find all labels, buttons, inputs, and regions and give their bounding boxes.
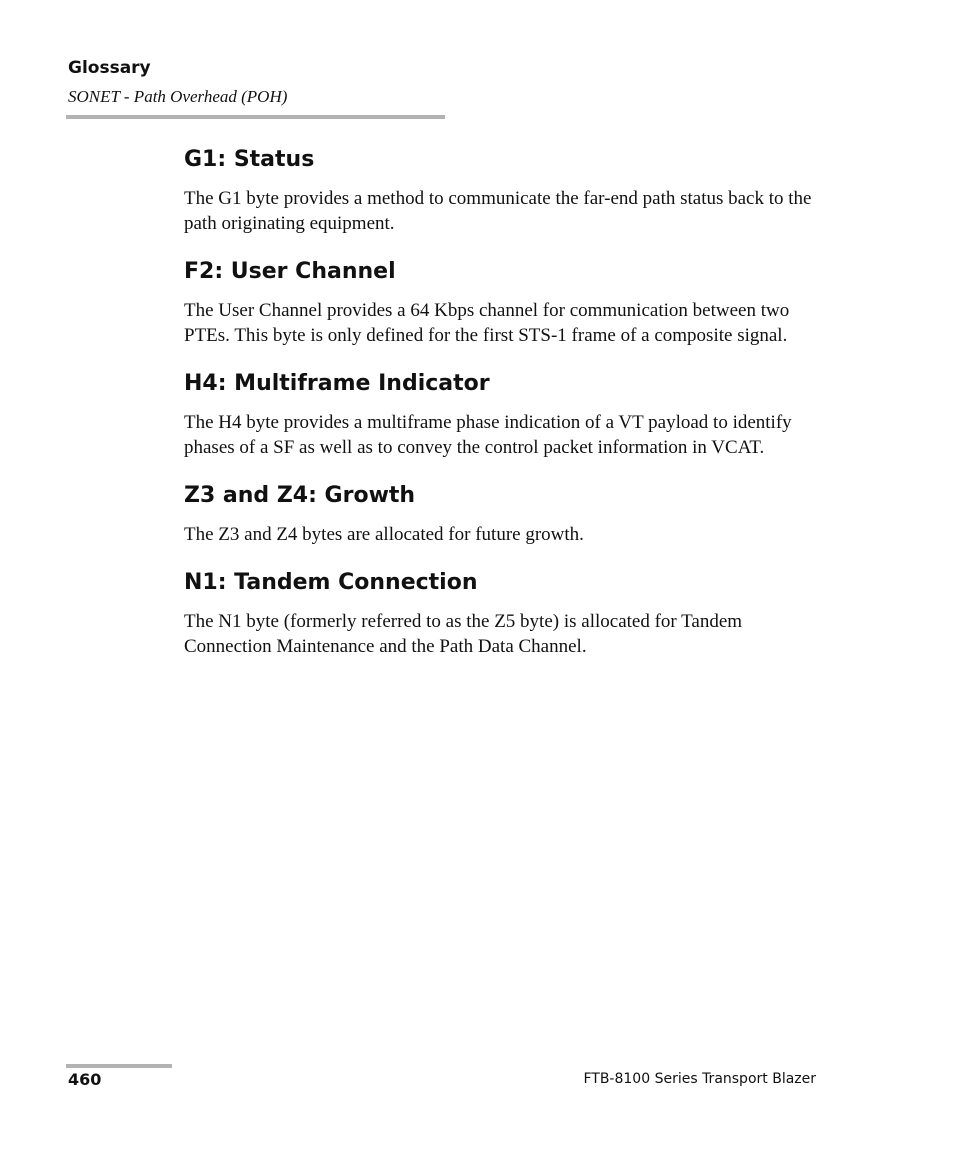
footer-product-name: FTB-8100 Series Transport Blazer [583, 1071, 816, 1087]
section-heading: F2: User Channel [184, 259, 396, 284]
section-heading: H4: Multiframe Indicator [184, 371, 490, 396]
section-body: The N1 byte (formerly referred to as the Z5 byte) is allocated for Tandem Connection Maintenance and the Path Data Channel. [184, 611, 743, 657]
page-number: 460 [68, 1070, 102, 1089]
running-header-subtitle: SONET - Path Overhead (POH) [68, 87, 288, 106]
section-n1-tandem-connection [184, 567, 824, 659]
header-divider [66, 115, 445, 119]
section-h4-multiframe-indicator [184, 368, 824, 460]
section-body: The G1 byte provides a method to communicate the far-end path status back to the path originating equipment. [184, 188, 812, 234]
section-g1-status [184, 144, 824, 236]
section-body: The User Channel provides a 64 Kbps channel for communication between two PTEs. This byte is only defined for the first STS-1 frame of a composite signal. [184, 300, 790, 346]
section-z3-z4-growth [184, 480, 824, 547]
section-body: The Z3 and Z4 bytes are allocated for future growth. [184, 524, 584, 545]
section-heading: N1: Tandem Connection [184, 570, 478, 595]
page-content [184, 144, 824, 679]
section-body: The H4 byte provides a multiframe phase indication of a VT payload to identify phases of a SF as well as to convey the control packet information in VCAT. [184, 412, 792, 458]
running-header-title: Glossary [68, 58, 151, 78]
section-heading: Z3 and Z4: Growth [184, 483, 416, 508]
footer-divider [66, 1064, 172, 1068]
section-heading: G1: Status [184, 147, 315, 172]
section-f2-user-channel [184, 256, 824, 348]
